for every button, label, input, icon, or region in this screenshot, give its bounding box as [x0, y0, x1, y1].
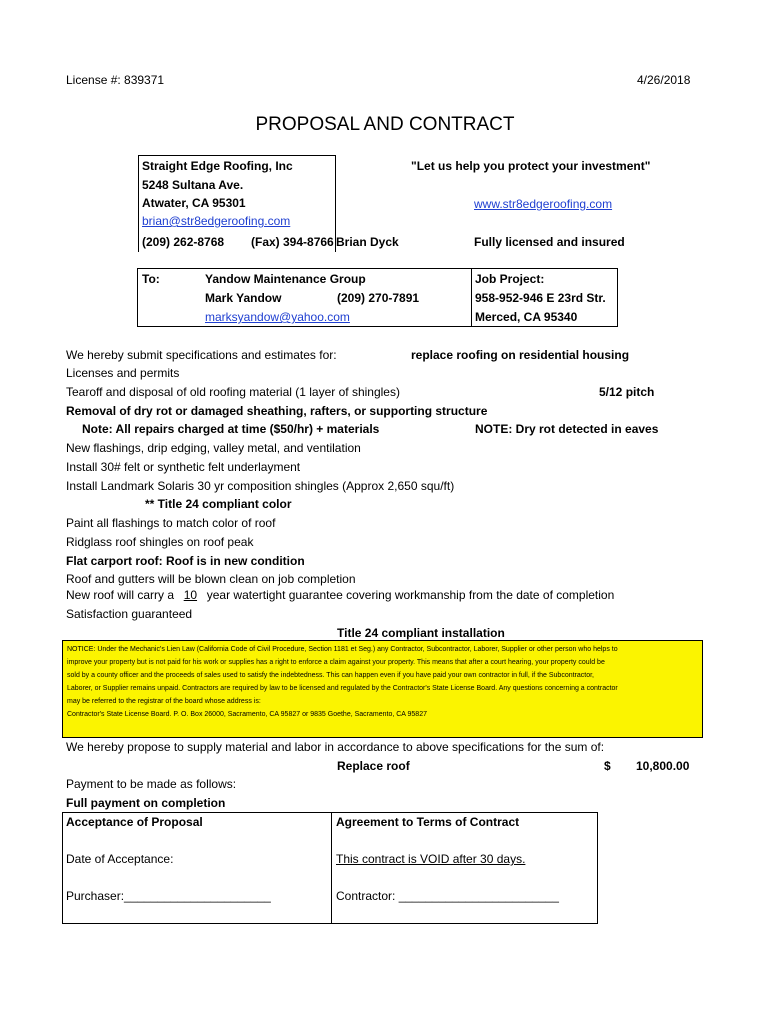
specs-scope: replace roofing on residential housing	[411, 348, 630, 362]
to-label: To:	[142, 272, 160, 286]
price-item: Replace roof	[337, 759, 410, 773]
guarantee-line	[66, 587, 614, 603]
spec-line: Paint all flashings to match color of roof	[66, 516, 276, 530]
repair-rate-note: Note: All repairs charged at time ($50/hr) + materials	[82, 422, 380, 436]
guarantee-suffix: year watertight guarantee covering workmanship from the date of completion	[206, 588, 615, 602]
license-statement: Fully licensed and insured	[474, 235, 625, 249]
client-company: Yandow Maintenance Group	[205, 272, 366, 286]
spec-line: New flashings, drip edging, valley metal, and ventilation	[66, 441, 361, 455]
spec-line: Install Landmark Solaris 30 yr composition shingles (Approx 2,650 squ/ft)	[66, 479, 455, 493]
contractor-email-link[interactable]: brian@str8edgeroofing.com	[142, 214, 291, 228]
job-project-label: Job Project:	[475, 272, 545, 286]
currency-symbol: $	[604, 759, 611, 773]
notice-line: Contractor's State License Board. P. O. Box 26000, Sacramento, CA 95827 or 9835 Goethe, Sacramento, CA 95827	[67, 711, 427, 718]
acceptance-table-divider	[331, 812, 332, 924]
spec-line: Ridglass roof shingles on roof peak	[66, 535, 254, 549]
spec-line: Roof and gutters will be blown clean on job completion	[66, 572, 356, 586]
void-notice: This contract is VOID after 30 days.	[336, 852, 526, 866]
page-title: PROPOSAL AND CONTRACT	[255, 114, 515, 135]
purchaser-signature-line[interactable]: Purchaser:______________________	[66, 889, 271, 903]
client-email-link[interactable]: marksyandow@yahoo.com	[205, 310, 350, 324]
license-number: License #: 839371	[66, 73, 165, 87]
website-link[interactable]: www.str8edgeroofing.com	[474, 197, 613, 211]
payment-terms: Full payment on completion	[66, 796, 226, 810]
specs-intro: We hereby submit specifications and estimates for:	[66, 348, 337, 362]
spec-line: Licenses and permits	[66, 366, 180, 380]
notice-line: sold by a county officer and the proceeds of sales used to satisfy the indebtedness. This can happen even if you have paid your own contractor in full, if the Subcontractor,	[67, 672, 595, 679]
document-date: 4/26/2018	[637, 73, 691, 87]
notice-line: improve your property but is not paid for his work or supplies has a right to enforce a claim against your property. This means that after a court hearing, your property could be	[67, 659, 605, 666]
client-box-divider	[471, 268, 472, 327]
guarantee-prefix: New roof will carry a	[66, 588, 175, 602]
job-project-address-1: 958-952-946 E 23rd Str.	[475, 291, 606, 305]
notice-line: Laborer, or Supplier remains unpaid. Contractors are required by law to be licensed and regulated by the Contractor's State License Board. Any questions concerning a contractor	[67, 685, 618, 692]
title24-installation: Title 24 compliant installation	[337, 626, 505, 640]
contractor-address-1: 5248 Sultana Ave.	[142, 178, 244, 192]
client-contact: Mark Yandow	[205, 291, 282, 305]
spec-line: Satisfaction guaranteed	[66, 607, 193, 621]
acceptance-heading: Acceptance of Proposal	[66, 815, 203, 829]
contractor-address-2: Atwater, CA 95301	[142, 196, 246, 210]
notice-line: may be referred to the registrar of the board whose address is:	[67, 698, 261, 705]
spec-line: Install 30# felt or synthetic felt underlayment	[66, 460, 301, 474]
spec-line: ** Title 24 compliant color	[145, 497, 292, 511]
notice-line: NOTICE: Under the Mechanic's Lien Law (California Code of Civil Procedure, Section 1181 et Seg.) any Contractor, Subcontractor, Laborer, Supplier or other person who helps to	[67, 646, 618, 653]
spec-line: Tearoff and disposal of old roofing material (1 layer of shingles)	[66, 385, 400, 399]
dry-rot-note: NOTE: Dry rot detected in eaves	[475, 422, 659, 436]
roof-pitch: 5/12 pitch	[599, 385, 655, 399]
contractor-name: Straight Edge Roofing, Inc	[142, 159, 293, 173]
contractor-contact: Brian Dyck	[336, 235, 399, 249]
date-of-acceptance-label: Date of Acceptance:	[66, 852, 174, 866]
client-phone: (209) 270-7891	[337, 291, 420, 305]
price-amount: 10,800.00	[636, 759, 690, 773]
payment-label: Payment to be made as follows:	[66, 777, 237, 791]
agreement-heading: Agreement to Terms of Contract	[336, 815, 520, 829]
spec-line: Removal of dry rot or damaged sheathing, rafters, or supporting structure	[66, 404, 488, 418]
contractor-signature-line[interactable]: Contractor: ________________________	[336, 889, 559, 903]
contractor-fax: (Fax) 394-8766	[251, 235, 334, 249]
spec-line: Flat carport roof: Roof is in new condition	[66, 554, 305, 568]
proposal-statement: We hereby propose to supply material and labor in accordance to above specifications for the sum of:	[66, 740, 605, 754]
job-project-address-2: Merced, CA 95340	[475, 310, 578, 324]
company-slogan: "Let us help you protect your investment"	[411, 159, 651, 173]
contractor-phone: (209) 262-8768	[142, 235, 225, 249]
lien-law-notice	[62, 640, 703, 738]
guarantee-years: 10	[183, 588, 198, 602]
